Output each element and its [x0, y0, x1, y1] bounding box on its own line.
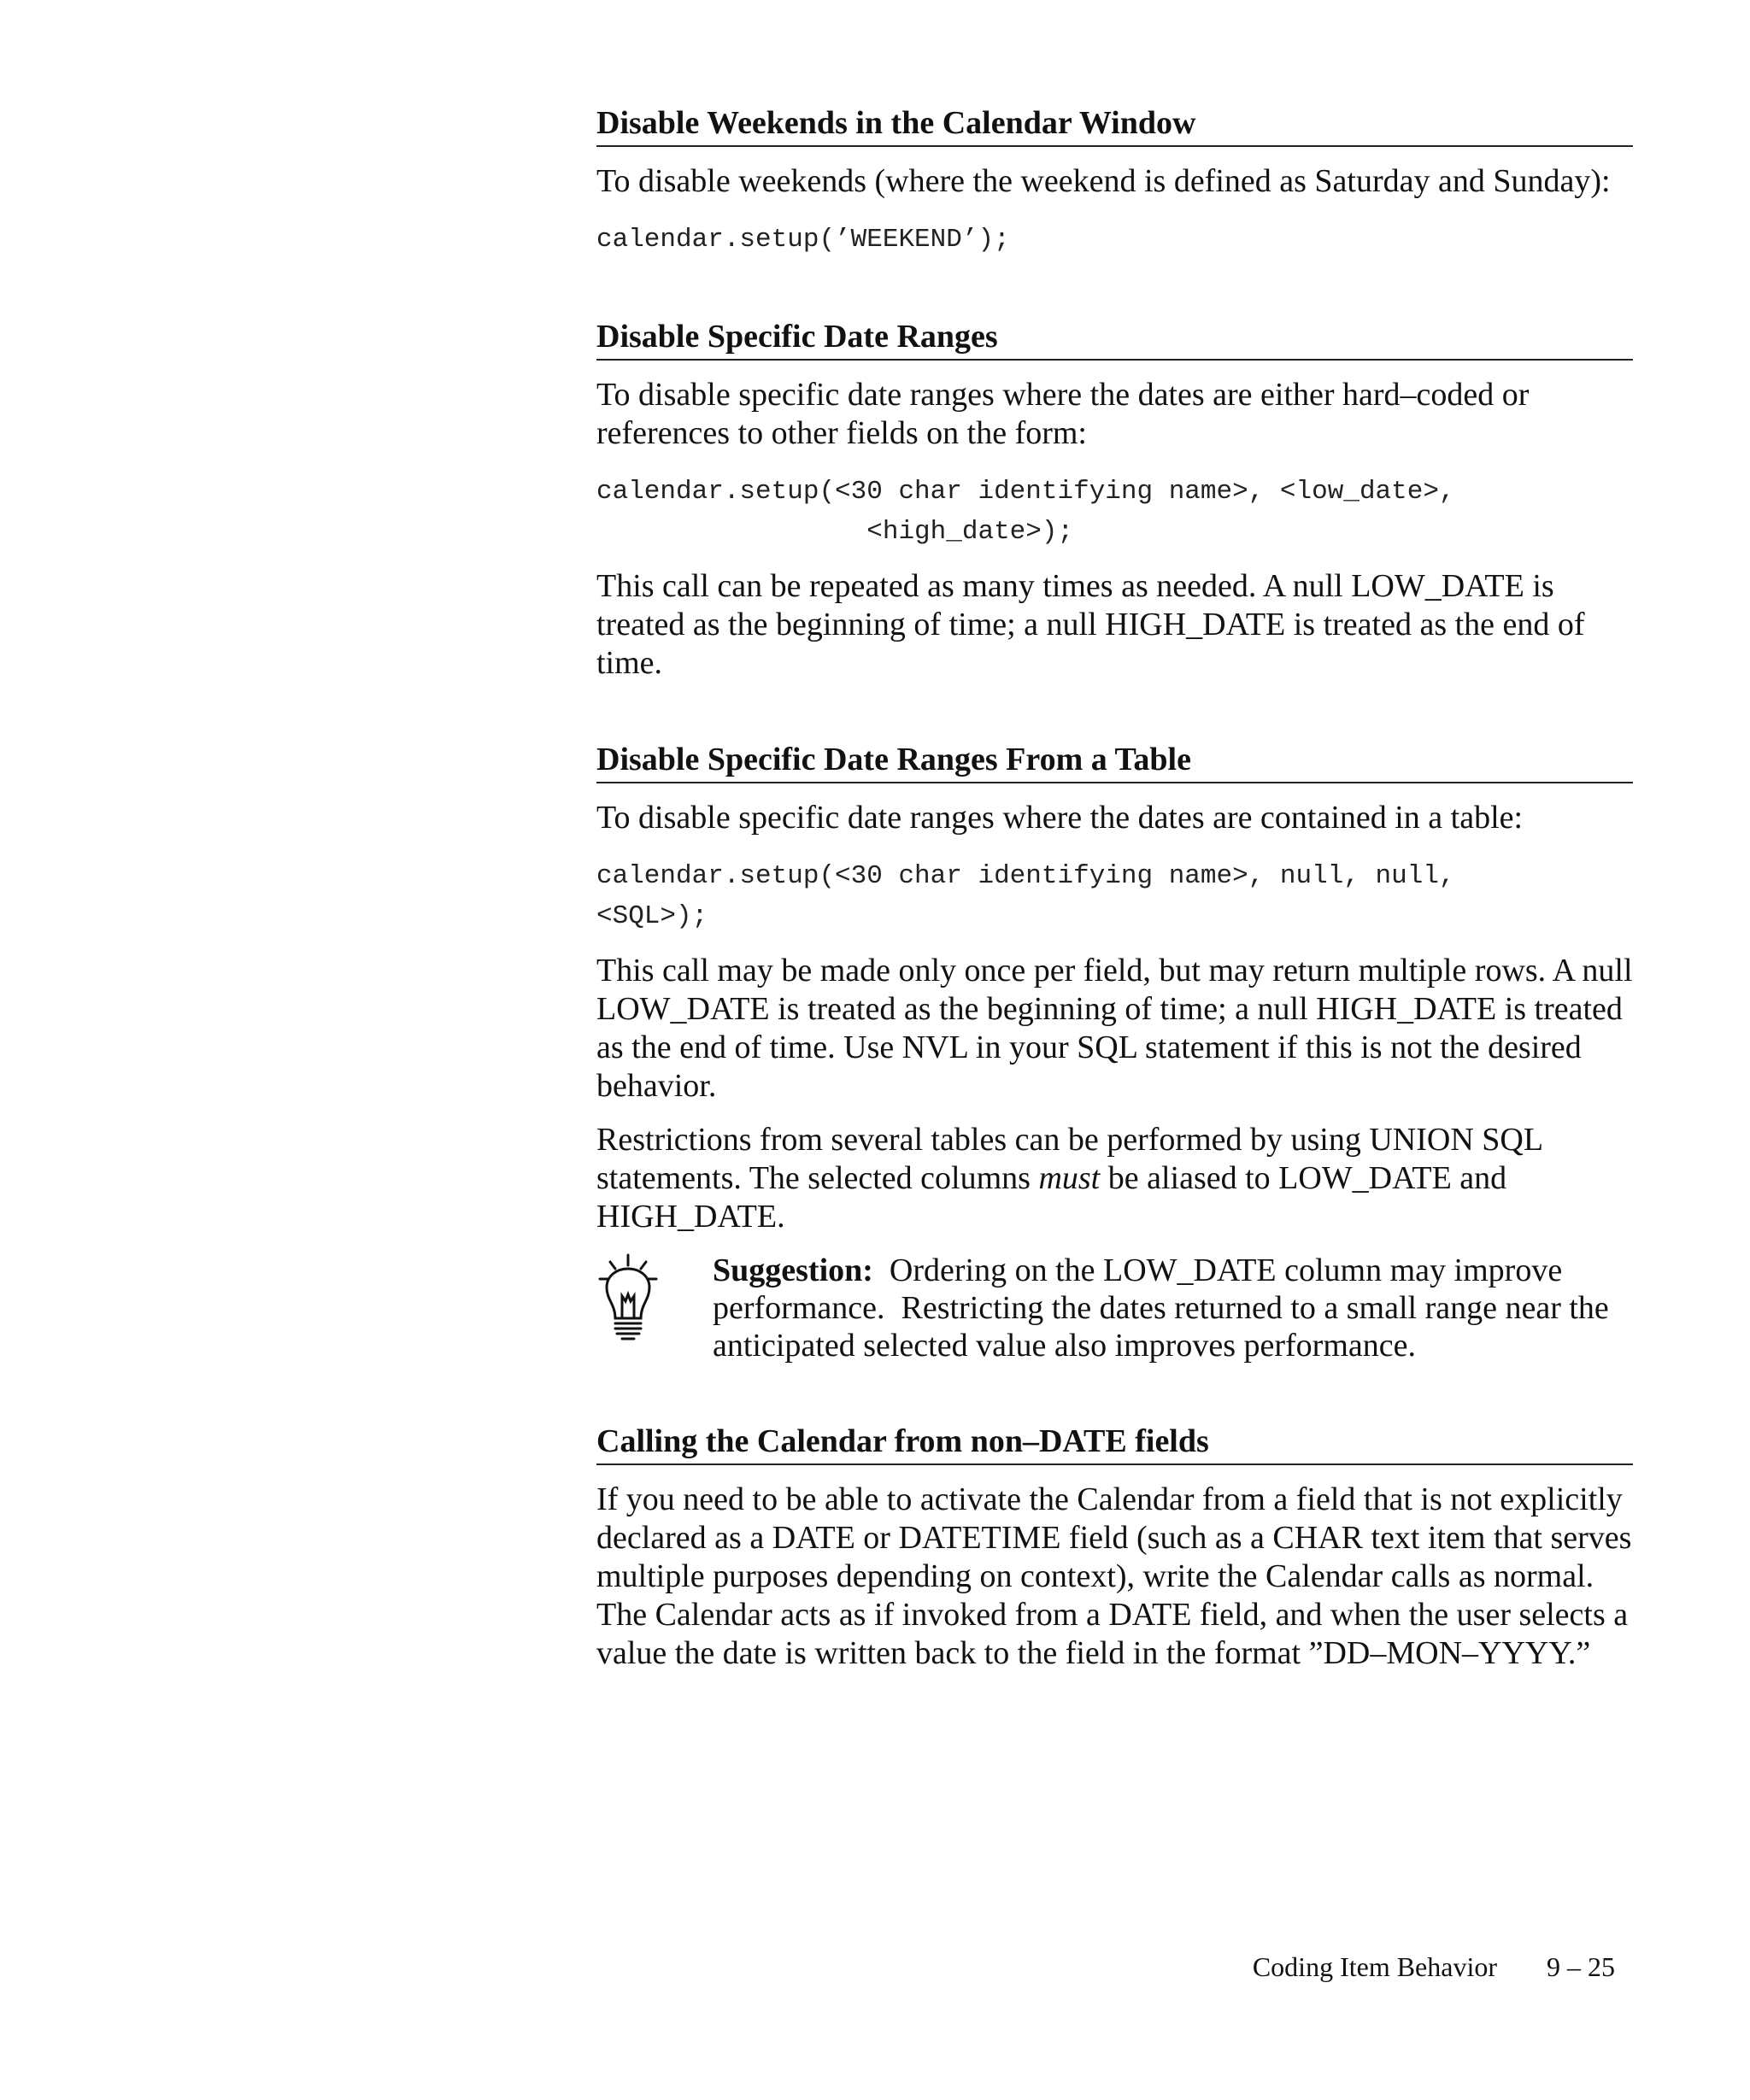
suggestion-label: Suggestion: — [713, 1252, 873, 1288]
footer-chapter-title: Coding Item Behavior — [1252, 1951, 1497, 1982]
code-sample: calendar.setup(<30 char identifying name>, <low_date>, <high_date>); — [596, 477, 1455, 547]
section-heading: Disable Specific Date Ranges From a Table — [596, 737, 1633, 783]
text-run: Restrictions from several tables can be performed by using UNION SQL statements. The selected columns — [596, 1122, 1542, 1196]
text-run: be aliased to LOW_DATE and HIGH_DATE. — [596, 1160, 1507, 1235]
body-paragraph: This call can be repeated as many times as needed. A null LOW_DATE is treated as the beginning of time; a null HIGH_DATE is treated as the end of time. — [596, 568, 1585, 681]
page-footer — [1253, 1950, 1615, 1984]
suggestion-note — [596, 1252, 1633, 1364]
section-disable-date-ranges — [596, 314, 1633, 683]
section-heading: Disable Weekends in the Calendar Window — [596, 101, 1633, 147]
section-disable-date-ranges-table — [596, 737, 1633, 1364]
emphasis-text: must — [1038, 1160, 1101, 1196]
section-heading: Calling the Calendar from non–DATE fields — [596, 1419, 1633, 1465]
body-paragraph-union — [596, 1121, 1633, 1236]
body-paragraph: If you need to be able to activate the Calendar from a field that is not explicitly declared as a DATE or DATETIME field (such as a CHAR text item that serves multiple purposes depending on context), write the Calendar calls as normal. The Calendar acts as if invoked from a DATE field, and when the user selects a value the date is written back to the field in the format ”DD–MON–YYYY.” — [596, 1481, 1632, 1671]
code-sample: calendar.setup(<30 char identifying name>, null, null, <SQL>); — [596, 861, 1455, 931]
body-paragraph: To disable weekends (where the weekend is defined as Saturday and Sunday): — [596, 163, 1611, 199]
footer-page-number: 9 – 25 — [1547, 1951, 1615, 1982]
suggestion-text: Ordering on the LOW_DATE column may improve performance. Restricting the dates returned to a small range near the anticipated selected value also improves performance. — [713, 1252, 1618, 1364]
code-sample: calendar.setup(’WEEKEND’); — [596, 225, 1010, 255]
lightbulb-icon — [596, 1252, 665, 1346]
body-paragraph: This call may be made only once per field, but may return multiple rows. A null LOW_DATE is treated as the beginning of time; a null HIGH_DATE is treated as the end of time. Use NVL in your SQL statement if this is not the desired behavior. — [596, 953, 1633, 1104]
section-non-date-fields — [596, 1419, 1633, 1673]
page-content — [596, 101, 1633, 1673]
body-paragraph: To disable specific date ranges where the dates are contained in a table: — [596, 800, 1524, 836]
section-heading: Disable Specific Date Ranges — [596, 314, 1633, 361]
body-paragraph: To disable specific date ranges where the dates are either hard–coded or references to other fields on the form: — [596, 377, 1530, 451]
section-disable-weekends — [596, 101, 1633, 260]
